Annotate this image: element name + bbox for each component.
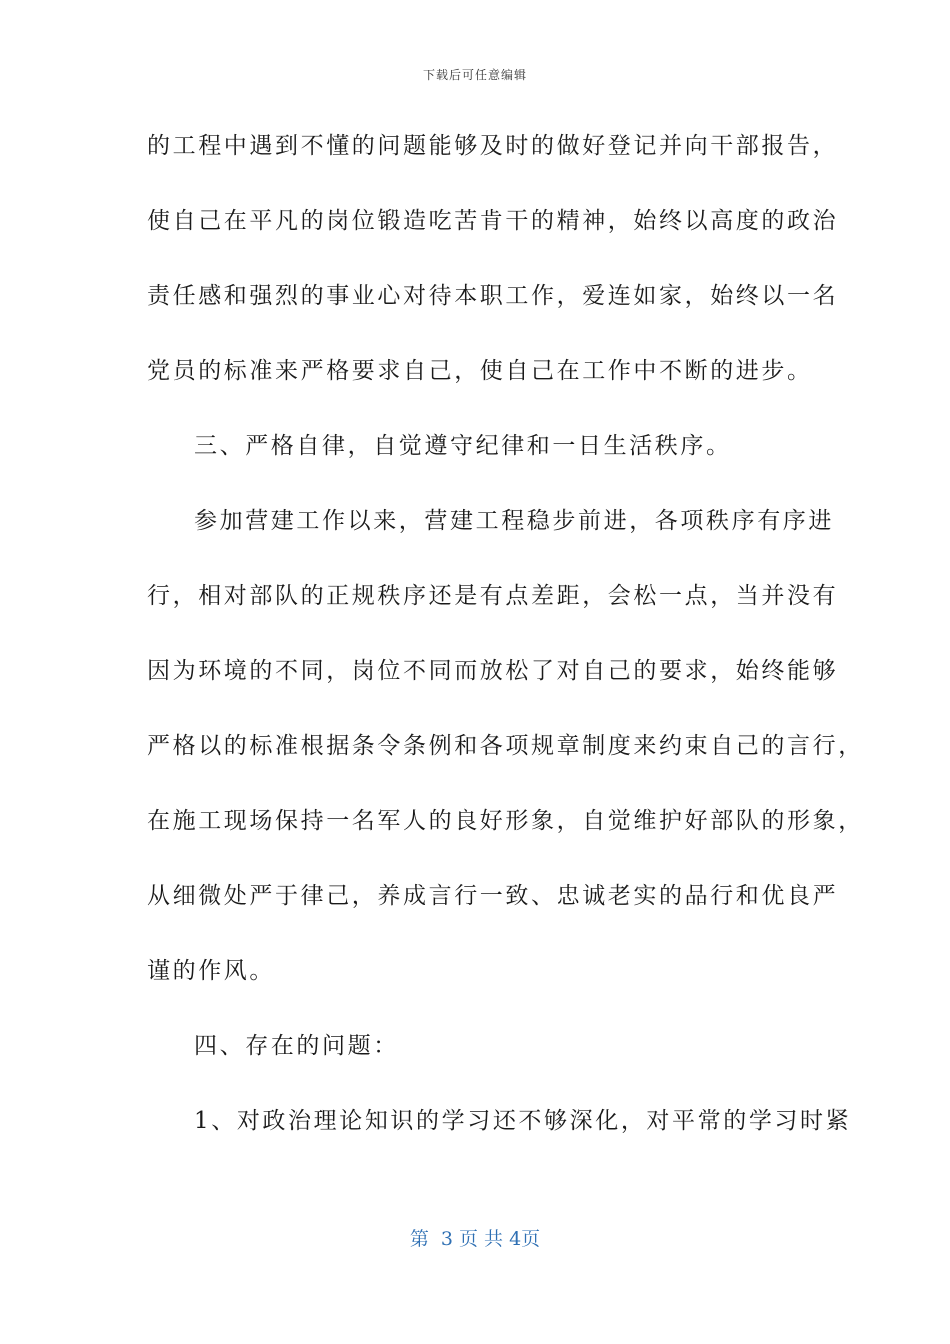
paragraph-line: 因为环境的不同，岗位不同而放松了对自己的要求，始终能够: [147, 658, 839, 684]
paragraph-line: 行，相对部队的正规秩序还是有点差距，会松一点，当并没有: [147, 583, 839, 609]
document-body: [147, 120, 864, 1170]
paragraph-line: 参加营建工作以来，营建工程稳步前进，各项秩序有序进: [194, 508, 834, 534]
paragraph-line: 使自己在平凡的岗位锻造吃苦肯干的精神，始终以高度的政治: [147, 208, 839, 234]
list-item: 1、对政治理论知识的学习还不够深化，对平常的学习时紧: [194, 1108, 852, 1134]
paragraph-line: 党员的标准来严格要求自己，使自己在工作中不断的进步。: [147, 358, 813, 384]
section-heading: 四、存在的问题：: [194, 1033, 399, 1059]
paragraph-line: 严格以的标准根据条令条例和各项规章制度来约束自己的言行，: [147, 733, 864, 759]
paragraph-line: 的工程中遇到不懂的问题能够及时的做好登记并向干部报告，: [147, 133, 839, 159]
section-heading: 三、严格自律，自觉遵守纪律和一日生活秩序。: [194, 433, 732, 459]
page-header: 下载后可任意编辑: [422, 68, 527, 82]
paragraph-line: 谨的作风。: [147, 958, 275, 984]
paragraph-line: 从细微处严于律己，养成言行一致、忠诚老实的品行和优良严: [147, 883, 839, 909]
paragraph-line: 在施工现场保持一名军人的良好形象，自觉维护好部队的形象，: [147, 808, 864, 834]
page-number: 第 3 页 共 4页: [409, 1228, 541, 1250]
paragraph-line: 责任感和强烈的事业心对待本职工作，爱连如家，始终以一名: [147, 283, 839, 309]
